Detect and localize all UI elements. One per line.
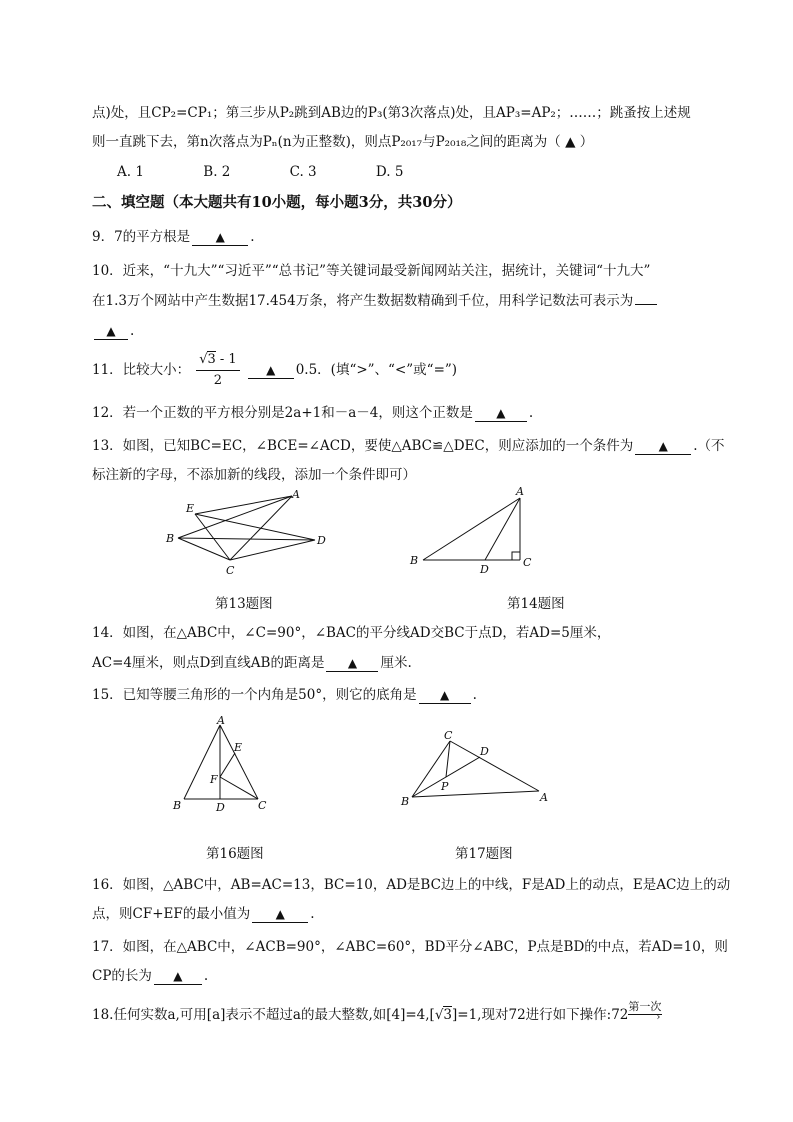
- q17-answer-blank: [154, 968, 202, 985]
- q16-line2-text: 点，则CF+EF的最小值为: [92, 906, 251, 922]
- q8-option-a: A. 1: [117, 164, 144, 180]
- caption-fig14: 第14题图: [507, 596, 565, 612]
- q10-blank-start: [635, 304, 657, 305]
- q14-end: 厘米.: [380, 655, 412, 671]
- question-15: [92, 686, 477, 704]
- blank-mark: ▲: [275, 907, 285, 921]
- fig17-label-a: A: [540, 791, 548, 804]
- fig16-label-d: D: [216, 801, 225, 814]
- q10-end: .: [130, 323, 135, 339]
- q18-suffix: ]=1,现对72进行如下操作:72: [452, 1007, 629, 1023]
- caption-fig16: 第16题图: [206, 846, 264, 862]
- q11-after: 0.5．(填“>”、“<”或“=”): [295, 362, 458, 378]
- fig14-label-a: A: [516, 485, 524, 498]
- q18-arrow: [628, 1000, 664, 1024]
- q18-arrow-label: 第一次: [628, 1000, 662, 1013]
- q14-line2-text: AC=4厘米，则点D到直线AB的距离是: [92, 655, 325, 671]
- caption-fig13: 第13题图: [215, 596, 273, 612]
- q12-text: 12．若一个正数的平方根分别是2a+1和－a－4，则这个正数是: [92, 405, 473, 421]
- q17-end: .: [203, 968, 209, 984]
- blank-mark: ▲: [658, 439, 668, 453]
- q15-text: 15．已知等腰三角形的一个内角是50°，则它的底角是: [92, 687, 417, 703]
- q11-denominator: 2: [213, 373, 223, 388]
- q11-numerator: √3 - 1: [196, 350, 240, 371]
- blank-mark: ▲: [215, 230, 225, 244]
- q10-answer-blank: [94, 323, 128, 340]
- fig13-label-c: C: [226, 564, 235, 577]
- q13-answer-blank: [635, 438, 691, 455]
- q8-line2: 则一直跳下去，第n次落点为Pₙ(n为正整数)，则点P₂₀₁₇与P₂₀₁₈之间的距离为（ ▲ ）: [92, 134, 594, 150]
- blank-mark: ▲: [106, 324, 116, 338]
- fig17-label-b: B: [401, 795, 410, 808]
- figure-14: [405, 484, 545, 576]
- q13-line1: [92, 437, 725, 455]
- q12-end: .: [528, 405, 534, 421]
- q14-line1: 14．如图，在△ABC中，∠C=90°，∠BAC的平分线AD交BC于点D，若AD=5厘米，: [92, 625, 611, 641]
- q11-root: 3: [207, 352, 216, 367]
- q17-line2-text: CP的长为: [92, 968, 152, 984]
- q14-answer-blank: [326, 655, 378, 672]
- q10-line2: [92, 292, 659, 310]
- q17-line2: [92, 967, 208, 985]
- question-18: [92, 1000, 664, 1024]
- fig16-label-f: F: [210, 773, 218, 786]
- q16-line1: 16．如图，△ABC中，AB=AC=13，BC=10，AD是BC边上的中线，F是AD上的动点，E是AC边上的动: [92, 877, 731, 893]
- question-11: [92, 350, 457, 391]
- q10-line3: [92, 322, 134, 340]
- q13-line2: 标注新的字母，不添加新的线段，添加一个条件即可）: [92, 467, 416, 483]
- q8-options: [117, 163, 458, 181]
- fig17-label-p: P: [441, 780, 449, 793]
- q15-end: .: [472, 687, 477, 703]
- fig13-label-d: D: [317, 534, 326, 547]
- q16-answer-blank: [252, 906, 308, 923]
- q16-end: .: [310, 906, 315, 922]
- q8-option-c: C. 3: [289, 164, 317, 180]
- blank-mark: ▲: [496, 406, 506, 420]
- caption-fig17: 第17题图: [455, 846, 513, 862]
- fig17-label-c: C: [444, 729, 453, 742]
- arrow-head-icon: ›: [656, 1012, 661, 1023]
- q8-line1: 点)处，且CP₂=CP₁；第三步从P₂跳到AB边的P₃(第3次落点)处，且AP₃=AP₂；……；跳蚤按上述规: [92, 105, 691, 121]
- section-heading: 二、填空题（本大题共有10小题，每小题3分，共30分）: [92, 194, 462, 211]
- fig16-label-c: C: [258, 799, 267, 812]
- blank-mark: ▲: [266, 363, 276, 377]
- q13-line1-end: .（不: [693, 438, 725, 454]
- question-12: [92, 404, 533, 422]
- fig14-label-d: D: [480, 563, 489, 576]
- q8-option-d: D. 5: [375, 164, 404, 180]
- q15-answer-blank: [419, 687, 471, 704]
- q9-text: 9．7的平方根是: [92, 229, 191, 245]
- fig16-label-b: B: [173, 799, 182, 812]
- fig13-label-a: A: [292, 488, 300, 501]
- fig16-label-a: A: [217, 715, 225, 727]
- q14-line2: [92, 654, 412, 672]
- blank-mark: ▲: [347, 656, 358, 670]
- fig13-label-b: B: [166, 532, 175, 545]
- q18-root: 3: [443, 1007, 453, 1023]
- q17-line1: 17．如图，在△ABC中，∠ACB=90°，∠ABC=60°，BD平分∠ABC，P点是BD的中点，若AD=10，则: [92, 939, 728, 955]
- blank-mark: ▲: [173, 969, 183, 983]
- q9-end: .: [250, 229, 255, 245]
- q11-prefix: 11．比较大小：: [92, 362, 191, 378]
- q11-num-rest: - 1: [215, 352, 237, 367]
- q9-answer-blank: [192, 229, 248, 246]
- q10-line2-text: 在1.3万个网站中产生数据17.454万条，将产生数据数精确到千位，用科学记数法可表示为: [92, 293, 634, 309]
- fig16-label-e: E: [234, 741, 243, 754]
- fig17-label-d: D: [480, 745, 489, 758]
- q8-option-b: B. 2: [203, 164, 231, 180]
- fig14-label-b: B: [410, 554, 419, 567]
- q10-line1: 10．近来，“十九大”“习近平”“总书记”等关键词最受新闻网站关注，据统计，关键词“十九大”: [92, 263, 651, 279]
- q12-answer-blank: [475, 405, 527, 422]
- q18-prefix: 18.任何实数a,可用[a]表示不超过a的最大整数,如[4]=4,[: [92, 1007, 435, 1023]
- q16-line2: [92, 905, 315, 923]
- q11-fraction: [196, 350, 240, 391]
- q13-line1-text: 13．如图，已知BC=EC，∠BCE=∠ACD，要使△ABC≌△DEC，则应添加的一个条件为: [92, 438, 634, 454]
- q11-answer-blank: [248, 362, 294, 379]
- fig14-label-c: C: [523, 556, 532, 569]
- blank-mark: ▲: [439, 688, 450, 702]
- q18-sqrt: √3: [434, 1007, 453, 1023]
- figure-17: [396, 727, 556, 811]
- figure-13: [160, 488, 340, 580]
- question-9: [92, 228, 254, 246]
- figure-16: [168, 715, 278, 815]
- fig13-label-e: E: [186, 502, 195, 515]
